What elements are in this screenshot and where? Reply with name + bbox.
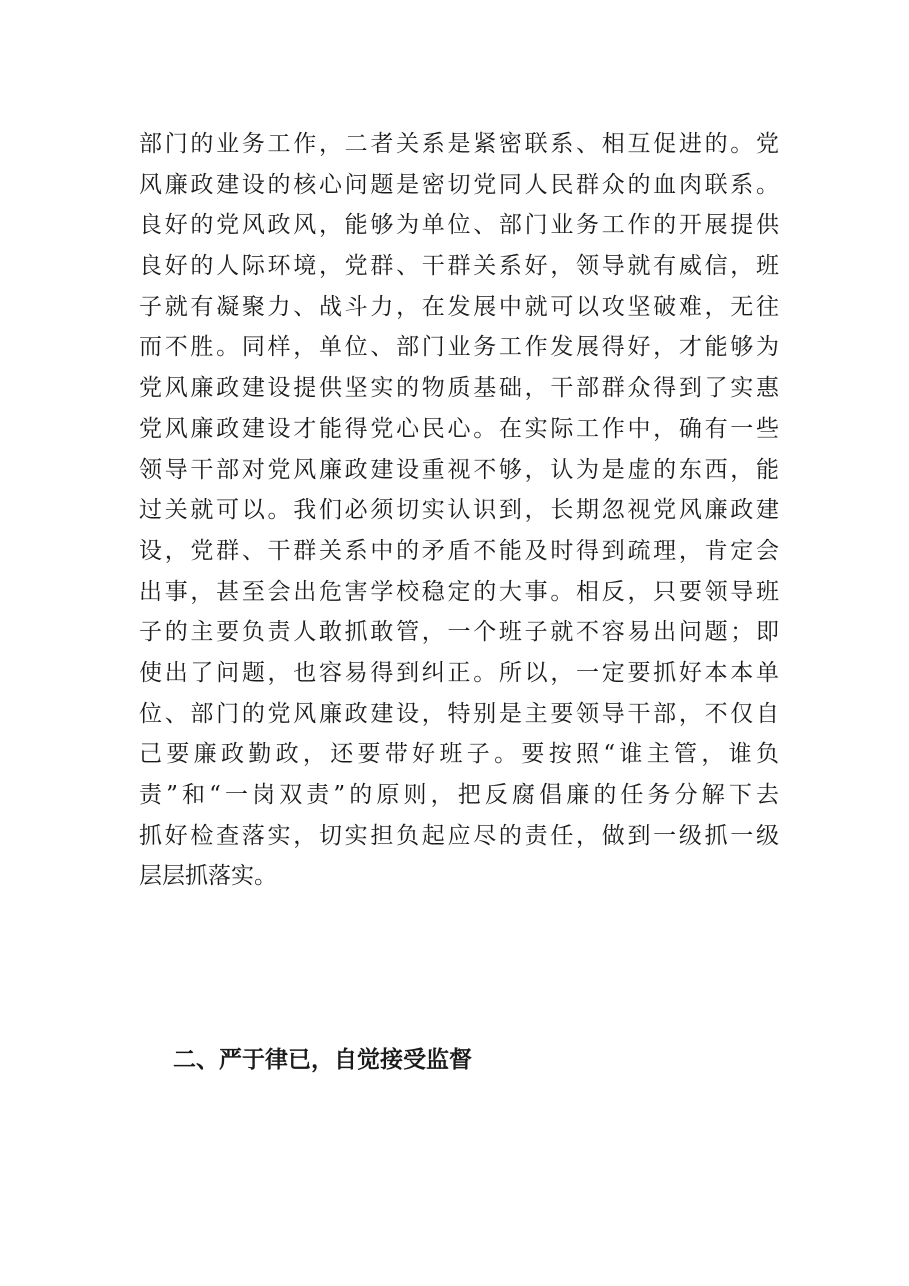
paragraph-line: 己要廉政勤政，还要带好班子。要按照“谁主管，谁负 [139,741,779,768]
paragraph-line: 位、部门的党风廉政建设，特别是主要领导干部，不仅自 [139,700,779,727]
paragraph-line: 良好的人际环境，党群、干群关系好，领导就有威信，班 [139,253,779,280]
paragraph-line: 党风廉政建设提供坚实的物质基础，干部群众得到了实惠 [139,375,779,402]
paragraph-line: 子就有凝聚力、战斗力，在发展中就可以攻坚破难，无往 [139,293,779,320]
paragraph-line: 层层抓落实。 [139,863,277,890]
paragraph-line: 出事，甚至会出危害学校稳定的大事。相反，只要领导班 [139,578,779,605]
paragraph-line: 设，党群、干群关系中的矛盾不能及时得到疏理，肯定会 [139,537,779,564]
paragraph-line: 抓好检查落实，切实担负起应尽的责任，做到一级抓一级 [139,822,779,849]
paragraph-line: 使出了问题，也容易得到纠正。所以，一定要抓好本本单 [139,659,779,686]
paragraph-line: 而不胜。同样，单位、部门业务工作发展得好，才能够为 [139,334,779,361]
section-heading: 二、严于律已，自觉接受监督 [173,1047,472,1073]
paragraph-line: 子的主要负责人敢抓敢管，一个班子就不容易出问题；即 [139,619,779,646]
paragraph-line: 责”和“一岗双责”的原则，把反腐倡廉的任务分解下去 [139,782,779,808]
body-paragraph [139,124,779,897]
paragraph-line: 领导干部对党风廉政建设重视不够，认为是虚的东西，能 [139,456,779,483]
paragraph-line: 党风廉政建设才能得党心民心。在实际工作中，确有一些 [139,415,779,442]
paragraph-line: 风廉政建设的核心问题是密切党同人民群众的血肉联系。 [139,171,779,198]
paragraph-line: 部门的业务工作，二者关系是紧密联系、相互促进的。党 [139,131,779,157]
paragraph-line: 过关就可以。我们必须切实认识到，长期忽视党风廉政建 [139,497,779,524]
paragraph-line: 良好的党风政风，能够为单位、部门业务工作的开展提供 [139,212,779,239]
